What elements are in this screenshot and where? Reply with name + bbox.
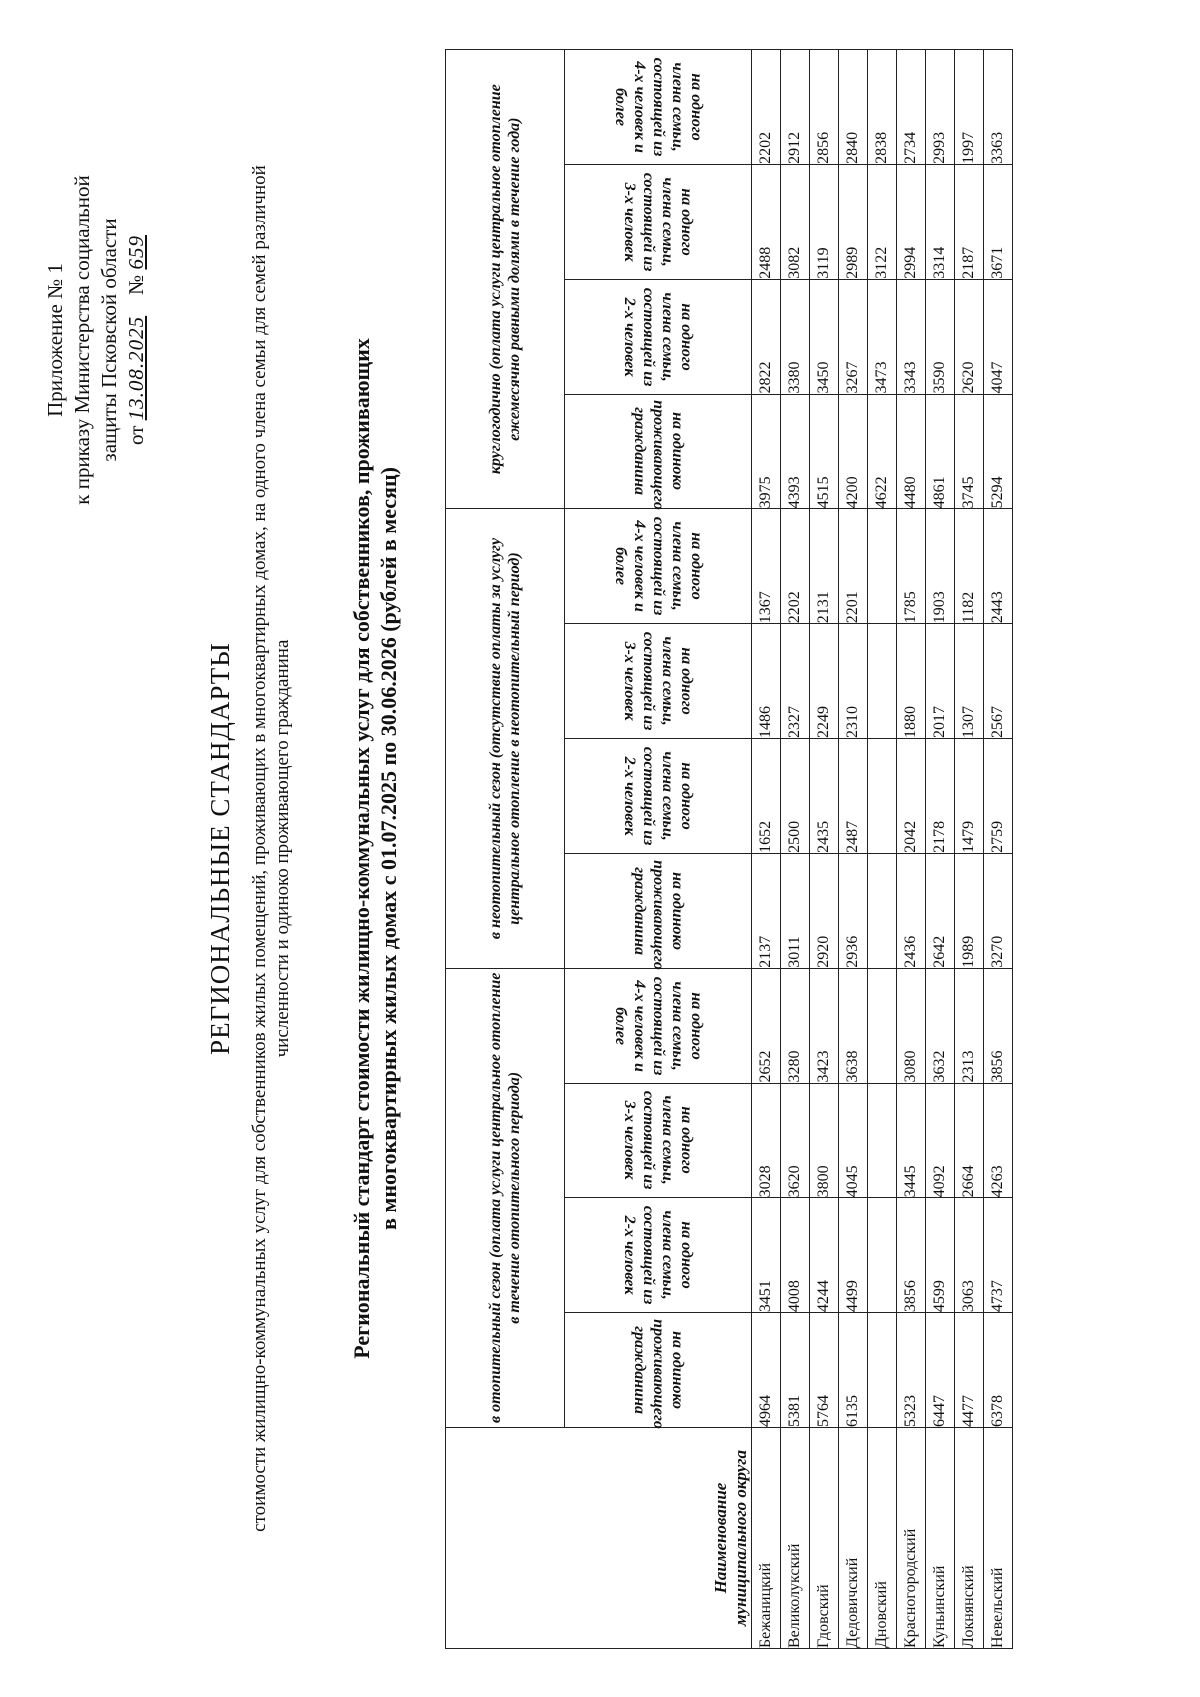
district-name-cell: Дновский	[868, 1428, 897, 1649]
value-cell	[868, 739, 897, 854]
district-name-cell: Великолукский	[781, 1428, 810, 1649]
appendix-line: Приложение № 1	[43, 263, 67, 417]
value-cell	[868, 1083, 897, 1198]
value-cell: 2652	[752, 968, 781, 1083]
sub-header-label: на одиноко проживающего гражданина	[630, 859, 686, 970]
value-cell: 2920	[810, 853, 839, 968]
sub-header-label: на одного члена семьи, состоящей из 2-х человек	[621, 1205, 695, 1305]
value-cell: 5764	[810, 1313, 839, 1428]
value-cell: 1989	[955, 853, 984, 968]
sub-header-label: на одного члена семьи, состоящей из 2-х человек	[621, 287, 695, 386]
value-cell: 5323	[897, 1313, 926, 1428]
value-cell: 4200	[839, 394, 868, 509]
value-cell	[868, 853, 897, 968]
value-cell: 2187	[955, 164, 984, 279]
value-cell: 2759	[984, 739, 1013, 854]
value-cell: 3632	[926, 968, 955, 1083]
value-cell: 2840	[839, 50, 868, 165]
sub-header-cell	[565, 164, 752, 279]
standards-table	[445, 49, 1013, 1649]
value-cell: 2488	[752, 164, 781, 279]
sub-header-row	[565, 50, 752, 1649]
value-cell: 2936	[839, 853, 868, 968]
sub-header-cell	[565, 50, 752, 165]
sub-header-cell	[565, 394, 752, 509]
value-cell: 4008	[781, 1198, 810, 1313]
value-cell: 3800	[810, 1083, 839, 1198]
value-cell: 1307	[955, 624, 984, 739]
sub-header-cell	[565, 853, 752, 968]
value-cell: 3856	[984, 968, 1013, 1083]
district-name-cell: Бежаницкий	[752, 1428, 781, 1649]
sub-header-cell	[565, 968, 752, 1083]
value-cell: 4477	[955, 1313, 984, 1428]
order-number: 659	[124, 235, 148, 270]
sub-header-cell	[565, 1313, 752, 1428]
value-cell: 3280	[781, 968, 810, 1083]
value-cell: 4515	[810, 394, 839, 509]
document-title: РЕГИОНАЛЬНЫЕ СТАНДАРТЫ	[205, 642, 235, 1055]
value-cell: 3450	[810, 279, 839, 394]
table-row	[897, 50, 926, 1649]
sub-header-label: на одного члена семьи, состоящей из 2-х человек	[621, 746, 695, 846]
table-row	[752, 50, 781, 1649]
value-cell: 2435	[810, 739, 839, 854]
value-cell: 3028	[752, 1083, 781, 1198]
table-title-line: Региональный стандарт стоимости жилищно-коммунальных услуг для собственников, проживающих	[349, 338, 374, 1359]
table-row	[810, 50, 839, 1649]
value-cell: 2838	[868, 50, 897, 165]
sub-header-label: на одного члена семьи, состоящей из 4-х человек и более	[611, 517, 705, 616]
value-cell: 3122	[868, 164, 897, 279]
value-cell: 4737	[984, 1198, 1013, 1313]
table-row	[955, 50, 984, 1649]
district-name-cell: Невельский	[984, 1428, 1013, 1649]
value-cell: 2734	[897, 50, 926, 165]
value-cell: 3745	[955, 394, 984, 509]
value-cell: 1785	[897, 509, 926, 624]
value-cell: 3343	[897, 279, 926, 394]
order-date: 13.08.2025	[124, 315, 148, 421]
value-cell: 2017	[926, 624, 955, 739]
value-cell: 2249	[810, 624, 839, 739]
value-cell: 3856	[897, 1198, 926, 1313]
value-cell: 2310	[839, 624, 868, 739]
value-cell: 2436	[897, 853, 926, 968]
appendix-date-line	[123, 120, 150, 560]
number-prefix: №	[124, 274, 148, 295]
value-cell: 3380	[781, 279, 810, 394]
value-cell: 2642	[926, 853, 955, 968]
sub-header-label: на одиноко проживающего гражданина	[630, 400, 686, 511]
table-row	[984, 50, 1013, 1649]
value-cell: 2042	[897, 739, 926, 854]
value-cell: 5381	[781, 1313, 810, 1428]
district-name-cell: Локнянский	[955, 1428, 984, 1649]
table-body	[752, 50, 1013, 1649]
value-cell: 6135	[839, 1313, 868, 1428]
sub-header-cell	[565, 1083, 752, 1198]
sub-header-cell	[565, 509, 752, 624]
district-name-cell: Дедовичский	[839, 1428, 868, 1649]
sub-header-label: на одного члена семьи, состоящей из 3-х человек	[621, 172, 695, 272]
value-cell: 2137	[752, 853, 781, 968]
value-cell: 4047	[984, 279, 1013, 394]
value-cell: 2131	[810, 509, 839, 624]
value-cell: 1997	[955, 50, 984, 165]
column-header-district: Наименование муниципального округа	[446, 1428, 752, 1649]
sub-header-cell	[565, 1198, 752, 1313]
value-cell: 6378	[984, 1313, 1013, 1428]
appendix-line: защиты Псковской области	[97, 218, 121, 462]
value-cell: 4480	[897, 394, 926, 509]
value-cell	[868, 509, 897, 624]
value-cell: 1903	[926, 509, 955, 624]
value-cell	[868, 1198, 897, 1313]
table-title-line: в многоквартирных жилых домах с 01.07.2025 по 30.06.2026 (рублей в месяц)	[376, 467, 401, 1230]
document-subtitle: стоимости жилищно-коммунальных услуг для собственников жилых помещений, проживающих в многоквартирных домах, на одного члена семьи для семей различной численности и одиноко проживающего гражданина	[249, 165, 293, 1532]
sub-header-cell	[565, 739, 752, 854]
value-cell: 2989	[839, 164, 868, 279]
value-cell: 2201	[839, 509, 868, 624]
district-name-cell: Красногородский	[897, 1428, 926, 1649]
value-cell: 1880	[897, 624, 926, 739]
value-cell: 3080	[897, 968, 926, 1083]
value-cell: 2567	[984, 624, 1013, 739]
date-prefix: от	[124, 425, 148, 445]
value-cell: 3363	[984, 50, 1013, 165]
value-cell: 3063	[955, 1198, 984, 1313]
value-cell: 3975	[752, 394, 781, 509]
appendix-line: к приказу Министерства социальной	[70, 175, 94, 505]
value-cell: 1182	[955, 509, 984, 624]
appendix-header	[42, 120, 150, 560]
value-cell: 3082	[781, 164, 810, 279]
value-cell: 3423	[810, 968, 839, 1083]
value-cell: 4393	[781, 394, 810, 509]
table-row	[839, 50, 868, 1649]
value-cell	[868, 1313, 897, 1428]
value-cell: 1367	[752, 509, 781, 624]
sub-header-cell	[565, 279, 752, 394]
value-cell: 2994	[897, 164, 926, 279]
sub-header-label: на одного члена семьи, состоящей из 3-х человек	[621, 631, 695, 731]
value-cell: 2500	[781, 739, 810, 854]
value-cell: 3473	[868, 279, 897, 394]
value-cell: 6447	[926, 1313, 955, 1428]
value-cell	[868, 968, 897, 1083]
sub-header-cell	[565, 624, 752, 739]
group-header-year-round: круглогодично (оплата услуги центральное отопление ежемесячно равными долями в течение года)	[446, 50, 565, 509]
value-cell: 2327	[781, 624, 810, 739]
value-cell: 1486	[752, 624, 781, 739]
value-cell: 3638	[839, 968, 868, 1083]
value-cell	[868, 624, 897, 739]
value-cell: 3314	[926, 164, 955, 279]
value-cell: 4599	[926, 1198, 955, 1313]
value-cell: 2856	[810, 50, 839, 165]
value-cell: 3267	[839, 279, 868, 394]
value-cell: 2202	[752, 50, 781, 165]
value-cell: 2313	[955, 968, 984, 1083]
table-row	[781, 50, 810, 1649]
value-cell: 1652	[752, 739, 781, 854]
group-header-heating-season: в отопительный сезон (оплата услуги центральное отопление в течение отопительного периода)	[446, 968, 565, 1427]
value-cell: 2620	[955, 279, 984, 394]
value-cell: 3119	[810, 164, 839, 279]
value-cell: 2202	[781, 509, 810, 624]
value-cell: 4861	[926, 394, 955, 509]
value-cell: 2487	[839, 739, 868, 854]
value-cell: 3590	[926, 279, 955, 394]
group-header-non-heating-season: в неотопительный сезон (отсутствие оплаты за услугу центральное отопление в неотопительный период)	[446, 509, 565, 968]
value-cell: 2443	[984, 509, 1013, 624]
value-cell: 3620	[781, 1083, 810, 1198]
value-cell: 4045	[839, 1083, 868, 1198]
district-name-cell: Куньинский	[926, 1428, 955, 1649]
value-cell: 3011	[781, 853, 810, 968]
sub-header-label: на одного члена семьи, состоящей из 4-х человек и более	[611, 57, 705, 157]
value-cell: 2993	[926, 50, 955, 165]
value-cell: 4263	[984, 1083, 1013, 1198]
value-cell: 2178	[926, 739, 955, 854]
value-cell: 1479	[955, 739, 984, 854]
sub-header-label: на одиноко проживающего гражданина	[630, 1319, 686, 1429]
value-cell: 3270	[984, 853, 1013, 968]
value-cell: 4244	[810, 1198, 839, 1313]
table-row	[926, 50, 955, 1649]
district-name-cell: Гдовский	[810, 1428, 839, 1649]
value-cell: 4499	[839, 1198, 868, 1313]
value-cell: 3445	[897, 1083, 926, 1198]
value-cell: 5294	[984, 394, 1013, 509]
value-cell: 3451	[752, 1198, 781, 1313]
sub-header-label: на одного члена семьи, состоящей из 3-х человек	[621, 1091, 695, 1190]
value-cell: 2822	[752, 279, 781, 394]
value-cell: 2912	[781, 50, 810, 165]
value-cell: 4092	[926, 1083, 955, 1198]
table-title	[348, 120, 402, 1577]
sub-header-label: на одного члена семьи, состоящей из 4-х человек и более	[611, 976, 705, 1075]
value-cell: 4964	[752, 1313, 781, 1428]
value-cell: 3671	[984, 164, 1013, 279]
value-cell: 2664	[955, 1083, 984, 1198]
table-row	[868, 50, 897, 1649]
value-cell: 4622	[868, 394, 897, 509]
